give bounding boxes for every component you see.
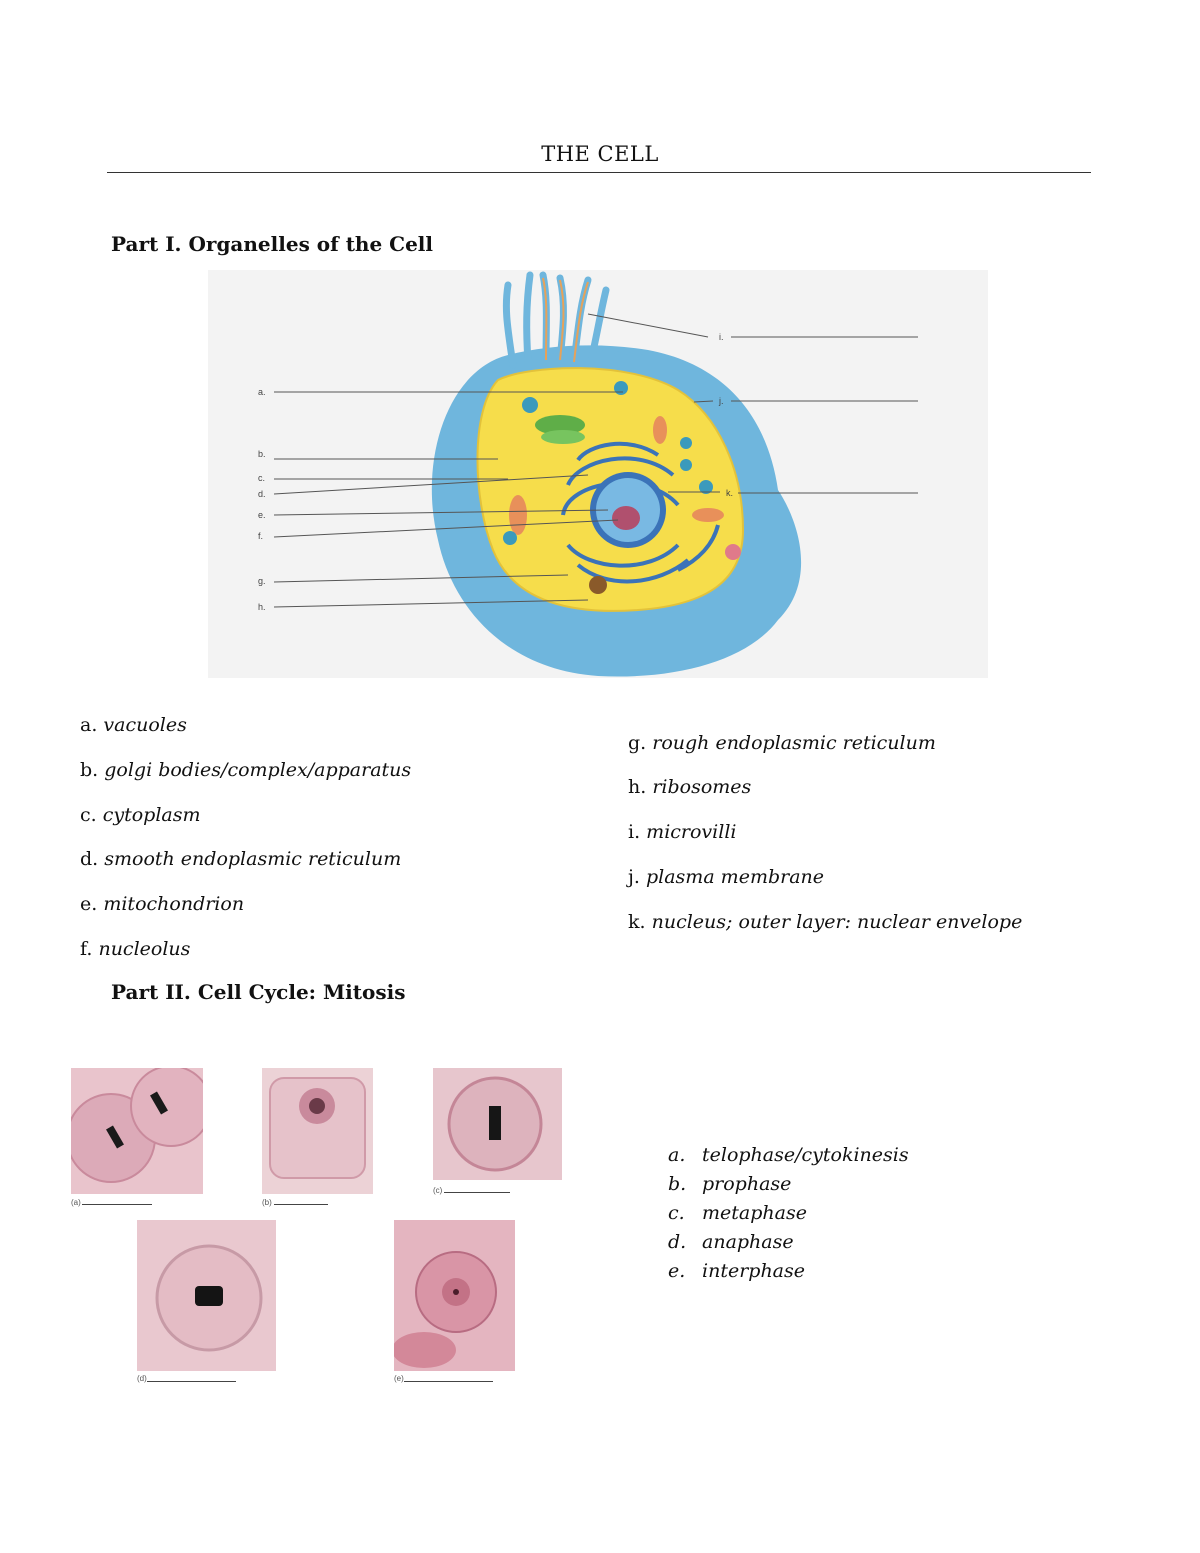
answer-d: d. smooth endoplasmic reticulum — [80, 848, 402, 870]
caption-b-blank — [274, 1204, 328, 1205]
answer-j: j. plasma membrane — [628, 866, 825, 888]
mitosis-photo-d — [137, 1220, 276, 1371]
part2-heading: Part II. Cell Cycle: Mitosis — [111, 980, 406, 1004]
answer-i: i. microvilli — [628, 821, 737, 843]
mitosis-photo-a — [71, 1068, 203, 1194]
mitosis-answer-a: a. telophase/cytokinesis — [668, 1144, 909, 1166]
mitosis-photo-b — [262, 1068, 373, 1194]
vacuole-shape — [522, 397, 538, 413]
answer-g: g. rough endoplasmic reticulum — [628, 732, 936, 754]
caption-e: (e) — [394, 1374, 404, 1383]
answer-f: f. nucleolus — [80, 938, 191, 960]
caption-d-blank — [147, 1381, 236, 1382]
answer-e: e. mitochondrion — [80, 893, 245, 915]
mitosis-answer-b: b. prophase — [668, 1173, 792, 1195]
cell-diagram — [208, 270, 988, 678]
caption-b: (b) — [262, 1198, 272, 1207]
caption-a-blank — [82, 1204, 152, 1205]
mitosis-answer-list — [668, 1141, 909, 1286]
diagram-label-i: i. — [719, 332, 724, 342]
diagram-label-e: e. — [258, 510, 266, 520]
answer-a: a. vacuoles — [80, 714, 187, 736]
mitosis-answer-c: c. metaphase — [668, 1202, 807, 1224]
mitosis-answer-d: d. anaphase — [668, 1231, 794, 1253]
answer-h: h. ribosomes — [628, 776, 752, 798]
mitosis-answer-e: e. interphase — [668, 1260, 805, 1282]
diagram-label-d: d. — [258, 489, 266, 499]
page-title: THE CELL — [541, 142, 659, 166]
caption-c-blank — [444, 1192, 510, 1193]
caption-e-blank — [404, 1381, 493, 1382]
title-divider — [107, 172, 1091, 173]
diagram-label-a: a. — [258, 387, 266, 397]
mitosis-photo-c — [433, 1068, 562, 1180]
diagram-label-f: f. — [258, 531, 264, 541]
caption-d: (d) — [137, 1374, 147, 1383]
diagram-label-h: h. — [258, 602, 266, 612]
diagram-label-g: g. — [258, 576, 266, 586]
answer-b: b. golgi bodies/complex/apparatus — [80, 759, 412, 781]
nucleolus-shape — [612, 506, 640, 530]
part1-heading: Part I. Organelles of the Cell — [111, 232, 434, 256]
caption-a: (a) — [71, 1198, 81, 1207]
mitochondrion-shape — [509, 495, 527, 535]
answer-c: c. cytoplasm — [80, 804, 201, 826]
answer-k: k. nucleus; outer layer: nuclear envelope — [628, 911, 1023, 933]
diagram-label-j: j. — [719, 396, 724, 406]
mitosis-photo-e — [394, 1220, 515, 1371]
caption-c: (c) — [433, 1186, 443, 1195]
diagram-label-b: b. — [258, 449, 266, 459]
diagram-label-k: k. — [726, 488, 734, 498]
diagram-label-c: c. — [258, 473, 266, 483]
